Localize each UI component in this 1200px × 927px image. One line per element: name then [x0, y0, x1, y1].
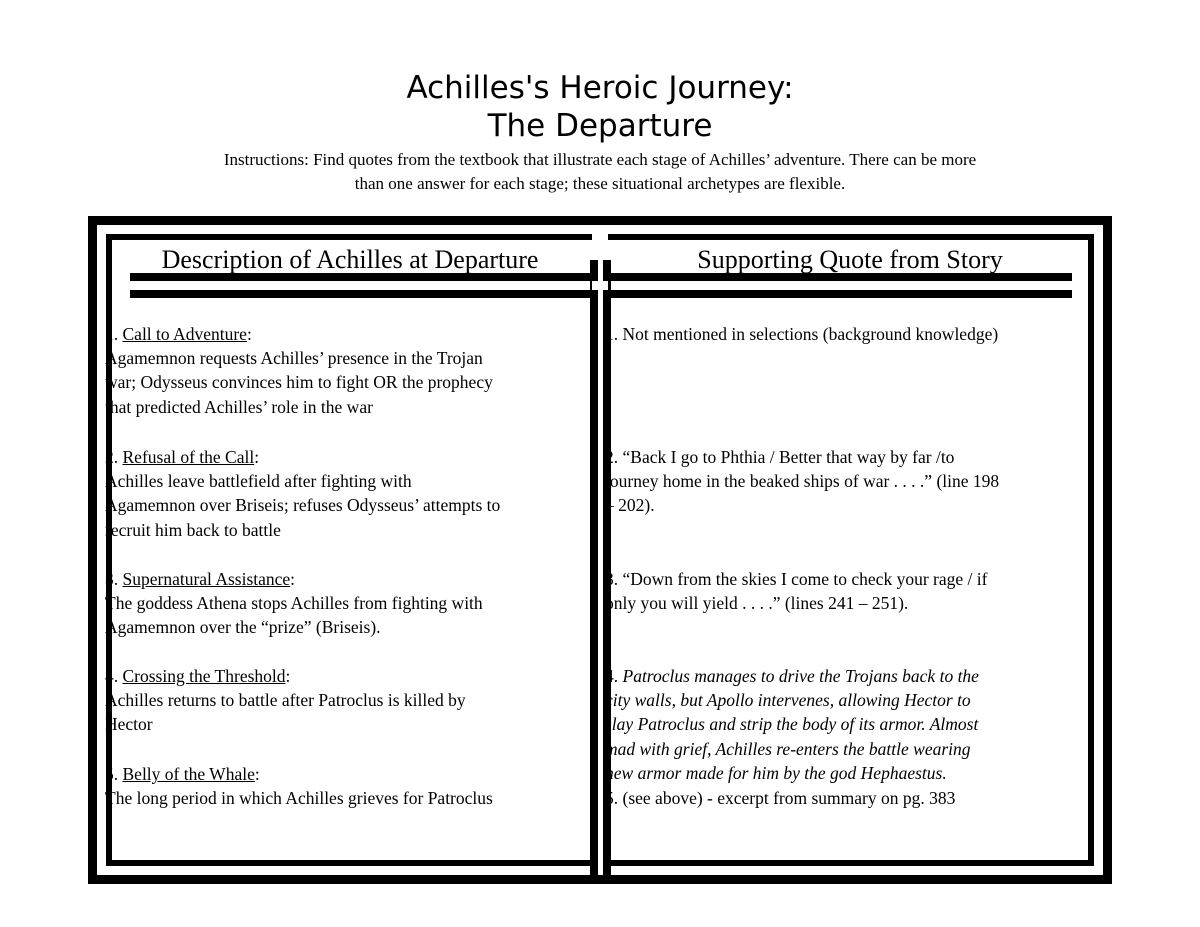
instructions-line-1: Instructions: Find quotes from the textbook that illustrate each stage of Achilles’ adventure. There can be more — [223, 150, 977, 169]
stage-4-desc-line: Hector — [105, 714, 153, 735]
description-column — [105, 322, 590, 822]
quote-4-line: mad with grief, Achilles re-enters the battle wearing — [605, 738, 971, 759]
stage-4-colon: : — [285, 666, 291, 686]
quote-4-line: city walls, but Apollo intervenes, allowing Hector to — [605, 690, 971, 711]
stage-5-number: 5. — [105, 764, 123, 784]
stage-1-colon: : — [246, 324, 252, 344]
stage-4-number: 4. — [105, 666, 123, 686]
stage-1-title: Call to Adventure — [122, 324, 247, 344]
quote-3-line: only you will yield . . . .” (lines 241 – 251). — [605, 593, 909, 614]
stage-2-desc-line: Agamemnon over Briseis; refuses Odysseus’ attempts to — [105, 495, 501, 516]
stage-2-colon: : — [254, 447, 260, 467]
quote-4-line: slay Patroclus and strip the body of its armor. Almost — [605, 714, 979, 735]
stage-2-number: 2. — [105, 447, 123, 467]
stage-4-title: Crossing the Threshold — [122, 666, 286, 686]
stage-1-desc-line: Agamemnon requests Achilles’ presence in the Trojan — [105, 348, 483, 369]
stage-1-desc-line: that predicted Achilles’ role in the war — [105, 396, 373, 417]
quote-4-line: Patroclus manages to drive the Trojans back to the — [622, 666, 979, 686]
stage-3-desc-line: The goddess Athena stops Achilles from fighting with — [105, 593, 483, 614]
stage-2-title: Refusal of the Call — [122, 447, 255, 467]
stage-3-colon: : — [290, 569, 296, 589]
stage-5-colon: : — [254, 764, 260, 784]
quote-2-line: – 202). — [605, 495, 655, 516]
stage-5-title: Belly of the Whale — [122, 764, 255, 784]
column-header-description: Description of Achilles at Departure — [161, 245, 539, 274]
quote-2-line: journey home in the beaked ships of war . . . .” (line 198 — [605, 471, 1000, 492]
page-title: Achilles's Heroic Journey: — [406, 70, 794, 106]
stage-2-desc-line: recruit him back to battle — [105, 519, 281, 540]
quote-4-number: 4. — [605, 666, 623, 686]
quote-1: 1. Not mentioned in selections (background knowledge) — [605, 324, 999, 344]
stage-2-desc-line: Achilles leave battlefield after fighting with — [105, 471, 412, 492]
stage-5-desc-line: The long period in which Achilles grieves for Patroclus — [105, 788, 493, 809]
stage-1-desc-line: war; Odysseus convinces him to fight OR the prophecy — [105, 372, 493, 393]
stage-4-desc-line: Achilles returns to battle after Patroclus is killed by — [105, 690, 466, 711]
stage-1-number: 1. — [105, 324, 123, 344]
quote-column — [605, 322, 1088, 822]
quote-5: 5. (see above) - excerpt from summary on pg. 383 — [605, 788, 956, 809]
quote-2-line: 2. “Back I go to Phthia / Better that way by far /to — [605, 447, 955, 467]
instructions-line-2: than one answer for each stage; these situational archetypes are flexible. — [354, 174, 846, 193]
quote-4-line: new armor made for him by the god Hephaestus. — [605, 762, 947, 783]
quote-3-line: 3. “Down from the skies I come to check your rage / if — [605, 569, 988, 589]
column-header-quote: Supporting Quote from Story — [697, 245, 1003, 274]
stage-3-number: 3. — [105, 569, 123, 589]
page-subtitle: The Departure — [487, 108, 713, 144]
stage-3-title: Supernatural Assistance — [122, 569, 291, 589]
stage-3-desc-line: Agamemnon over the “prize” (Briseis). — [105, 617, 381, 638]
